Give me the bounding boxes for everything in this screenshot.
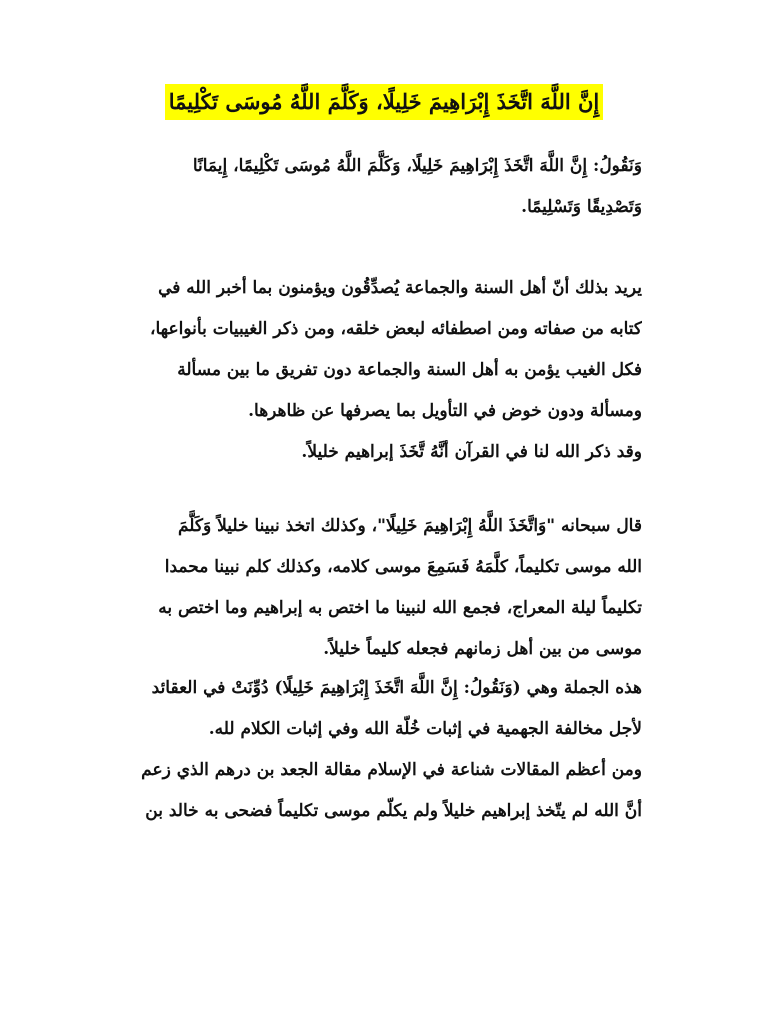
text-line: لأجل مخالفة الجهمية في إثبات خُلّة الله وفي إثبات الكلام لله. [208, 719, 642, 739]
title-container [0, 84, 768, 120]
text-line: فكل الغيب يؤمن به أهل السنة والجماعة دون تفريق ما بين مسألة [177, 360, 642, 380]
text-line: وقد ذكر الله لنا في القرآن أنَّهُ تَّخَذَ إبراهيم خليلاً. [301, 442, 642, 462]
text-line: موسى من بين أهل زمانهم فجعله كليماً خليلاً. [323, 639, 642, 659]
text-line: وَنَقُولُ: إِنَّ اللَّهَ اتَّخَذَ إِبْرَاهِيمَ خَلِيلًا، وَكَلَّمَ اللَّهُ مُوسَى تَكْلِيمًا، إِيمَانًا [192, 156, 642, 176]
text-line: ومسألة ودون خوض في التأويل بما يصرفها عن ظاهرها. [248, 401, 642, 421]
text-line: يريد بذلك أنّ أهل السنة والجماعة يُصدِّقُون ويؤمنون بما أخبر الله في [158, 278, 642, 298]
text-line: قال سبحانه "وَاتَّخَذَ اللَّهُ إِبْرَاهِيمَ خَلِيلًا"، وكذلك اتخذ نبينا خليلاً وَكَلَّمَ [177, 516, 642, 536]
highlighted-title: إِنَّ اللَّهَ اتَّخَذَ إِبْرَاهِيمَ خَلِيلًا، وَكَلَّمَ اللَّهُ مُوسَى تَكْلِيمًا [165, 84, 604, 120]
paragraph-jahmiyya-refutation [128, 668, 642, 832]
text-line: كتابه من صفاته ومن اصطفائه لبعض خلقه، ومن ذكر الغيبيات بأنواعها، [150, 319, 642, 339]
text-line: هذه الجملة وهي (وَنَقُولُ: إِنَّ اللَّهَ اتَّخَذَ إِبْرَاهِيمَ خَلِيلًا) دُوِّنَتْ في العقائد [151, 678, 642, 698]
text-line: أنَّ الله لم يتّخذ إبراهيم خليلاً ولم يكلّم موسى تكليماً فضحى به خالد بن [145, 801, 642, 821]
paragraph-creed-statement [128, 146, 642, 228]
paragraph-quran-citation [128, 506, 642, 670]
text-line: الله موسى تكليماً، كلَّمَهُ فَسَمِعَ موسى كلامه، وكذلك كلم نبينا محمدا [164, 557, 642, 577]
paragraph-explanation [128, 268, 642, 473]
text-line: وَتَصْدِيقًا وَتَسْلِيمًا. [521, 197, 642, 217]
text-line: ومن أعظم المقالات شناعة في الإسلام مقالة الجعد بن درهم الذي زعم [141, 760, 642, 780]
text-line: تكليماً ليلة المعراج، فجمع الله لنبينا ما اختص به إبراهيم وما اختص به [158, 598, 642, 618]
